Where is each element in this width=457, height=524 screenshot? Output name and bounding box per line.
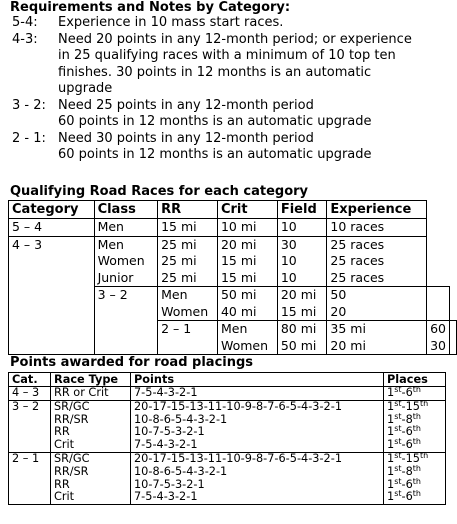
requirement-key: 5-4:	[12, 15, 38, 30]
field-cell	[427, 321, 450, 355]
requirement-text: Need 25 points in any 12-month period	[58, 97, 314, 113]
class-cell	[217, 321, 277, 355]
points-value: 10-7-5-3-2-1	[134, 425, 205, 439]
class-value: Men	[97, 219, 124, 234]
category-cell: 4 – 3	[9, 236, 95, 355]
cat-cell: 3 – 2	[9, 400, 51, 452]
place-from-suffix: st	[394, 385, 402, 394]
experience-cell	[427, 287, 450, 321]
place-from: 1	[387, 490, 395, 504]
points-cell	[131, 452, 384, 504]
place-from: 1	[387, 438, 395, 452]
places-cell	[384, 452, 446, 504]
field-cell	[277, 236, 327, 287]
places-value: 1st-6th	[387, 489, 421, 504]
race-type-value: RR/SR	[54, 412, 89, 426]
requirement-row	[12, 32, 412, 49]
requirement-text: 60 points in 12 months is an automatic upgrade	[58, 147, 372, 162]
table-row	[9, 452, 446, 504]
place-from: 1	[387, 399, 395, 413]
field-value: 10	[280, 219, 297, 234]
rr-cell	[158, 236, 218, 287]
requirement-row	[12, 15, 412, 32]
column-header: Crit	[217, 201, 277, 219]
place-to-suffix: th	[412, 437, 421, 447]
race-type-value: Crit	[54, 438, 75, 452]
place-to: 6	[405, 477, 413, 491]
rr-value: 25 mi	[161, 236, 197, 252]
column-header: Points	[131, 373, 384, 387]
category-cell: 5 – 4	[9, 219, 95, 237]
crit-value: 15 mi	[280, 303, 317, 319]
field-value: 50	[330, 287, 347, 302]
points-value: 20-17-15-13-11-10-9-8-7-6-5-4-3-2-1	[134, 399, 343, 413]
race-type-cell	[51, 400, 131, 452]
requirement-text: 60 points in 12 months is an automatic upgrade	[58, 114, 372, 129]
place-to-suffix: th	[412, 385, 421, 394]
field-value: 60	[430, 321, 446, 336]
column-header: Places	[384, 373, 446, 387]
place-to-suffix: th	[412, 463, 421, 473]
points-value: 10-7-5-3-2-1	[134, 477, 205, 491]
points-value: 7-5-4-3-2-1	[134, 386, 198, 399]
places-value: 1st-8th	[387, 463, 421, 478]
field-cell	[327, 287, 427, 321]
place-to: 15	[405, 451, 420, 465]
crit-value: 20 mi	[280, 287, 317, 302]
place-from: 1	[387, 386, 395, 399]
category-cell: 3 – 2	[94, 287, 158, 355]
place-to-suffix: th	[412, 411, 421, 421]
requirement-text: in 25 qualifying races with a minimum of 10 top ten	[58, 48, 396, 63]
race-type-value: RR	[54, 425, 70, 439]
rr-value: 80 mi	[280, 321, 317, 336]
field-value: 10	[280, 269, 297, 285]
experience-cell	[327, 236, 427, 287]
experience-cell	[450, 321, 457, 355]
rr-value: 15 mi	[161, 219, 197, 234]
place-to: 15	[405, 399, 420, 413]
place-from-suffix: st	[394, 398, 402, 408]
crit-cell	[217, 236, 277, 287]
place-from-suffix: st	[394, 463, 402, 473]
crit-cell	[327, 321, 427, 355]
class-value: Men	[220, 321, 248, 336]
place-to-suffix: th	[412, 424, 421, 434]
place-to: 8	[405, 464, 413, 478]
place-from-suffix: st	[394, 411, 402, 421]
place-to: 6	[405, 386, 413, 399]
crit-value: 20 mi	[220, 236, 257, 252]
column-header: Cat.	[9, 373, 51, 387]
rr-value: 25 mi	[161, 253, 197, 268]
field-cell	[277, 219, 327, 237]
race-type-value: RR/SR	[54, 464, 89, 478]
places-value: 1st-6th	[387, 424, 421, 439]
place-from: 1	[387, 451, 395, 465]
class-cell	[94, 219, 158, 237]
table-row	[9, 387, 446, 401]
place-from-suffix: st	[394, 476, 402, 486]
requirement-key: 3 - 2:	[12, 97, 46, 113]
points-value: 10-8-6-5-4-3-2-1	[134, 412, 228, 426]
category-cell: 2 – 1	[158, 321, 218, 355]
requirement-key: 4-3:	[12, 31, 38, 47]
requirement-key: 2 - 1:	[12, 130, 46, 146]
rr-cell	[158, 219, 218, 237]
race-type-cell	[51, 387, 131, 401]
place-to-suffix: th	[419, 450, 429, 460]
rr-value: 40 mi	[220, 303, 257, 319]
qualifying-title: Qualifying Road Races for each category	[10, 184, 309, 199]
place-to-suffix: th	[412, 489, 421, 499]
rr-value: 25 mi	[161, 269, 197, 285]
rr-cell	[277, 321, 327, 355]
experience-value: 10 races	[330, 219, 385, 234]
column-header: Category	[9, 201, 95, 219]
requirements-list	[12, 15, 412, 164]
field-value: 30	[430, 337, 446, 353]
place-from: 1	[387, 464, 395, 478]
qualifying-header-row	[9, 201, 457, 219]
places-cell	[384, 400, 446, 452]
crit-cell	[277, 287, 327, 321]
requirement-text: Need 20 points in any 12-month period; or experience	[58, 31, 412, 47]
points-value: 20-17-15-13-11-10-9-8-7-6-5-4-3-2-1	[134, 451, 343, 465]
requirement-row	[12, 98, 412, 115]
crit-cell	[217, 219, 277, 237]
class-value: Women	[161, 303, 209, 319]
table-row	[9, 219, 457, 237]
points-header-row	[9, 373, 446, 387]
place-from-suffix: st	[394, 450, 402, 460]
race-type-value: SR/GC	[54, 451, 90, 465]
column-header: Class	[94, 201, 158, 219]
points-cell	[131, 400, 384, 452]
class-value: Women	[220, 337, 269, 353]
place-from: 1	[387, 425, 395, 439]
requirements-title: Requirements and Notes by Category:	[10, 0, 291, 15]
places-value: 1st-15th	[387, 398, 429, 413]
place-to: 8	[405, 412, 413, 426]
places-value: 1st-6th	[387, 437, 421, 452]
experience-cell	[327, 219, 427, 237]
requirement-text: Experience in 10 mass start races.	[58, 15, 284, 30]
field-value: 20	[330, 303, 347, 319]
rr-value: 50 mi	[280, 337, 317, 353]
place-to: 6	[405, 438, 413, 452]
points-value: 10-8-6-5-4-3-2-1	[134, 464, 228, 478]
class-value: Men	[161, 287, 188, 302]
place-from-suffix: st	[394, 424, 402, 434]
requirement-row	[12, 131, 412, 148]
crit-value: 15 mi	[220, 269, 257, 285]
race-type-value: RR	[54, 477, 70, 491]
class-value: Women	[97, 253, 145, 268]
place-to-suffix: th	[419, 398, 429, 408]
cat-cell: 4 – 3	[9, 387, 51, 401]
column-header: Race Type	[51, 373, 131, 387]
crit-value: 20 mi	[330, 337, 366, 353]
experience-value: 25 races	[330, 253, 385, 268]
field-value: 30	[280, 236, 297, 252]
column-header: Experience	[327, 201, 427, 219]
class-cell	[158, 287, 218, 321]
place-from-suffix: st	[394, 489, 402, 499]
points-value: 7-5-4-3-2-1	[134, 490, 198, 504]
points-cell	[131, 387, 384, 401]
rr-cell	[217, 287, 277, 321]
place-to-suffix: th	[412, 476, 421, 486]
crit-value: 15 mi	[220, 253, 257, 268]
points-title: Points awarded for road placings	[10, 355, 254, 370]
qualifying-table	[8, 200, 457, 355]
race-type-cell	[51, 452, 131, 504]
requirement-text: finishes. 30 points in 12 months is an automatic	[58, 64, 372, 80]
cat-cell: 2 – 1	[9, 452, 51, 504]
class-cell	[94, 236, 158, 287]
experience-value: 25 races	[330, 236, 385, 252]
place-to: 6	[405, 490, 413, 504]
experience-value: 25 races	[330, 269, 385, 285]
requirement-text: upgrade	[58, 81, 113, 96]
places-value: 1st-6th	[387, 385, 421, 399]
place-from: 1	[387, 477, 395, 491]
crit-value: 35 mi	[330, 321, 366, 336]
place-to: 6	[405, 425, 413, 439]
table-row	[9, 400, 446, 452]
race-type-value: SR/GC	[54, 399, 90, 413]
place-from-suffix: st	[394, 437, 402, 447]
race-type-value: Crit	[54, 490, 75, 504]
places-value: 1st-8th	[387, 411, 421, 426]
places-value: 1st-15th	[387, 450, 429, 465]
rr-value: 50 mi	[220, 287, 257, 302]
points-value: 7-5-4-3-2-1	[134, 438, 198, 452]
places-cell	[384, 387, 446, 401]
class-value: Men	[97, 236, 124, 252]
column-header: Field	[277, 201, 327, 219]
column-header: RR	[158, 201, 218, 219]
class-value: Junior	[97, 269, 134, 285]
race-type-value: RR or Crit	[54, 386, 109, 399]
table-row	[9, 236, 457, 287]
crit-value: 10 mi	[220, 219, 257, 234]
points-table	[8, 372, 446, 505]
place-from: 1	[387, 412, 395, 426]
field-value: 10	[280, 253, 297, 268]
places-value: 1st-6th	[387, 476, 421, 491]
requirement-text: Need 30 points in any 12-month period	[58, 130, 314, 146]
